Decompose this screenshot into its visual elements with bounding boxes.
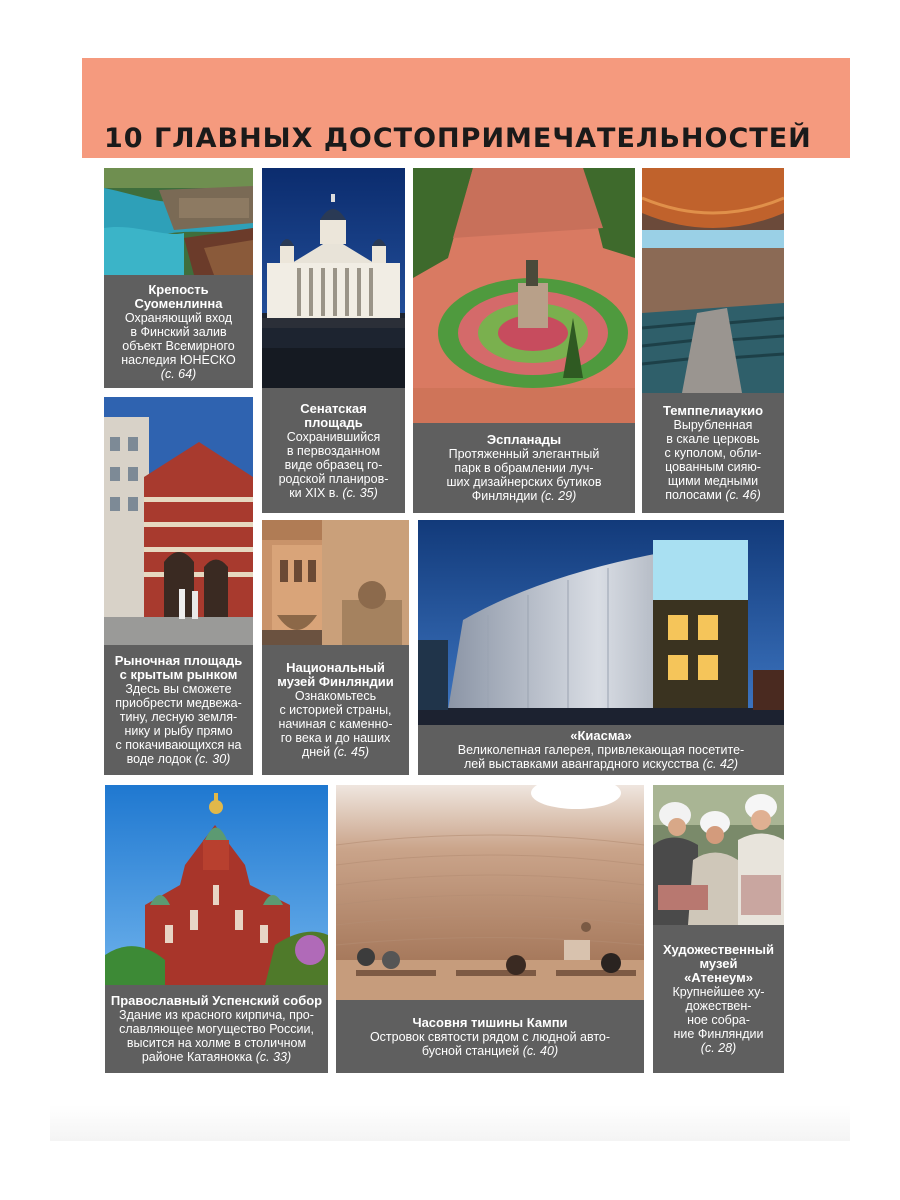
caption-suomenlinna (104, 275, 253, 388)
caption-title: Эспланады (486, 432, 562, 447)
caption-title: Темппелиаукио (662, 403, 764, 418)
caption-kamppi-chapel (336, 1000, 644, 1073)
caption-description: Вырубленная в скале церковь с куполом, обли- цованным сияю- щими медными полосами (с. 46) (664, 418, 762, 502)
caption-kiasma (418, 725, 784, 775)
caption-description: Сохранившийся в первозданном виде образец го- родской планиров- ки XIX в. (с. 35) (278, 429, 389, 500)
caption-senate-square (262, 388, 405, 513)
kamppi-chapel-photo (336, 785, 644, 1000)
market-square-photo (104, 397, 253, 645)
caption-description: Здание из красного кирпича, про- славляющее могущество России, высится на холме в столичном районе Катаянокка (с. 33) (119, 1008, 314, 1064)
caption-ateneum (653, 925, 784, 1073)
caption-title: Крепость Суоменлинна (134, 281, 223, 311)
caption-description: Ознакомьтесь с историей страны, начиная с каменно- го века и до наших дней (с. 45) (278, 689, 393, 759)
caption-national-museum (262, 645, 409, 775)
caption-temppeliaukio (642, 393, 784, 513)
caption-description: Охраняющий вход в Финский залив объект Всемирного наследия ЮНЕСКО (с. 64) (108, 311, 249, 381)
caption-description: Крупнейшее ху- дожествен- ное собра- ние Финляндии (с. 28) (657, 985, 780, 1055)
title-banner (82, 58, 850, 158)
page-ref: (с. 42) (702, 757, 739, 771)
national-museum-photo (262, 520, 409, 645)
caption-title: «Киасма» (570, 728, 632, 743)
page-ref: (с. 45) (333, 745, 370, 759)
suomenlinna-photo (104, 168, 253, 275)
caption-market-square (104, 645, 253, 775)
caption-title: Православный Успенский собор (110, 993, 323, 1008)
caption-description: Здесь вы сможете приобрести медвежа- тину, лесную земля- нику и рыбу прямо с покачивающихся на воде лодок (с. 30) (115, 682, 242, 766)
caption-description: Протяженный элегантный парк в обрамлении луч- ших дизайнерских бутиков Финляндии (с. 29) (446, 447, 602, 503)
caption-title: Рыночная площадь с крытым рынком (114, 653, 243, 682)
page-title: 10 ГЛАВНЫХ ДОСТОПРИМЕЧАТЕЛЬНОСТЕЙ (104, 123, 812, 154)
caption-title: Часовня тишины Кампи (412, 1014, 568, 1030)
esplanade-photo (413, 168, 635, 423)
page-ref: (с. 35) (342, 485, 378, 500)
page-ref: (с. 30) (194, 752, 231, 766)
caption-title: Художественный музей «Атенеум» (663, 942, 774, 985)
page-ref: (с. 29) (540, 489, 577, 503)
senate-square-photo (262, 168, 405, 388)
page-ref: (с. 64) (160, 366, 197, 381)
caption-uspenski-cathedral (105, 985, 328, 1073)
caption-title: Национальный музей Финляндии (277, 660, 394, 689)
caption-esplanade (413, 423, 635, 513)
page-ref: (с. 33) (255, 1050, 292, 1064)
caption-title: Сенатская площадь (300, 400, 367, 430)
ateneum-photo (653, 785, 784, 925)
caption-description: Великолепная галерея, привлекающая посетите- лей выставками авангардного искусства (с. 42) (457, 743, 745, 771)
caption-description: Островок святости рядом с людной авто- бусной станцией (с. 40) (369, 1029, 611, 1058)
page-ref: (с. 46) (725, 488, 761, 502)
temppeliaukio-photo (642, 168, 784, 393)
page-footer-strip (50, 1105, 850, 1141)
page-ref: (с. 28) (700, 1041, 737, 1055)
page-ref: (с. 40) (522, 1043, 559, 1058)
kiasma-photo (418, 520, 784, 725)
uspenski-cathedral-photo (105, 785, 328, 985)
